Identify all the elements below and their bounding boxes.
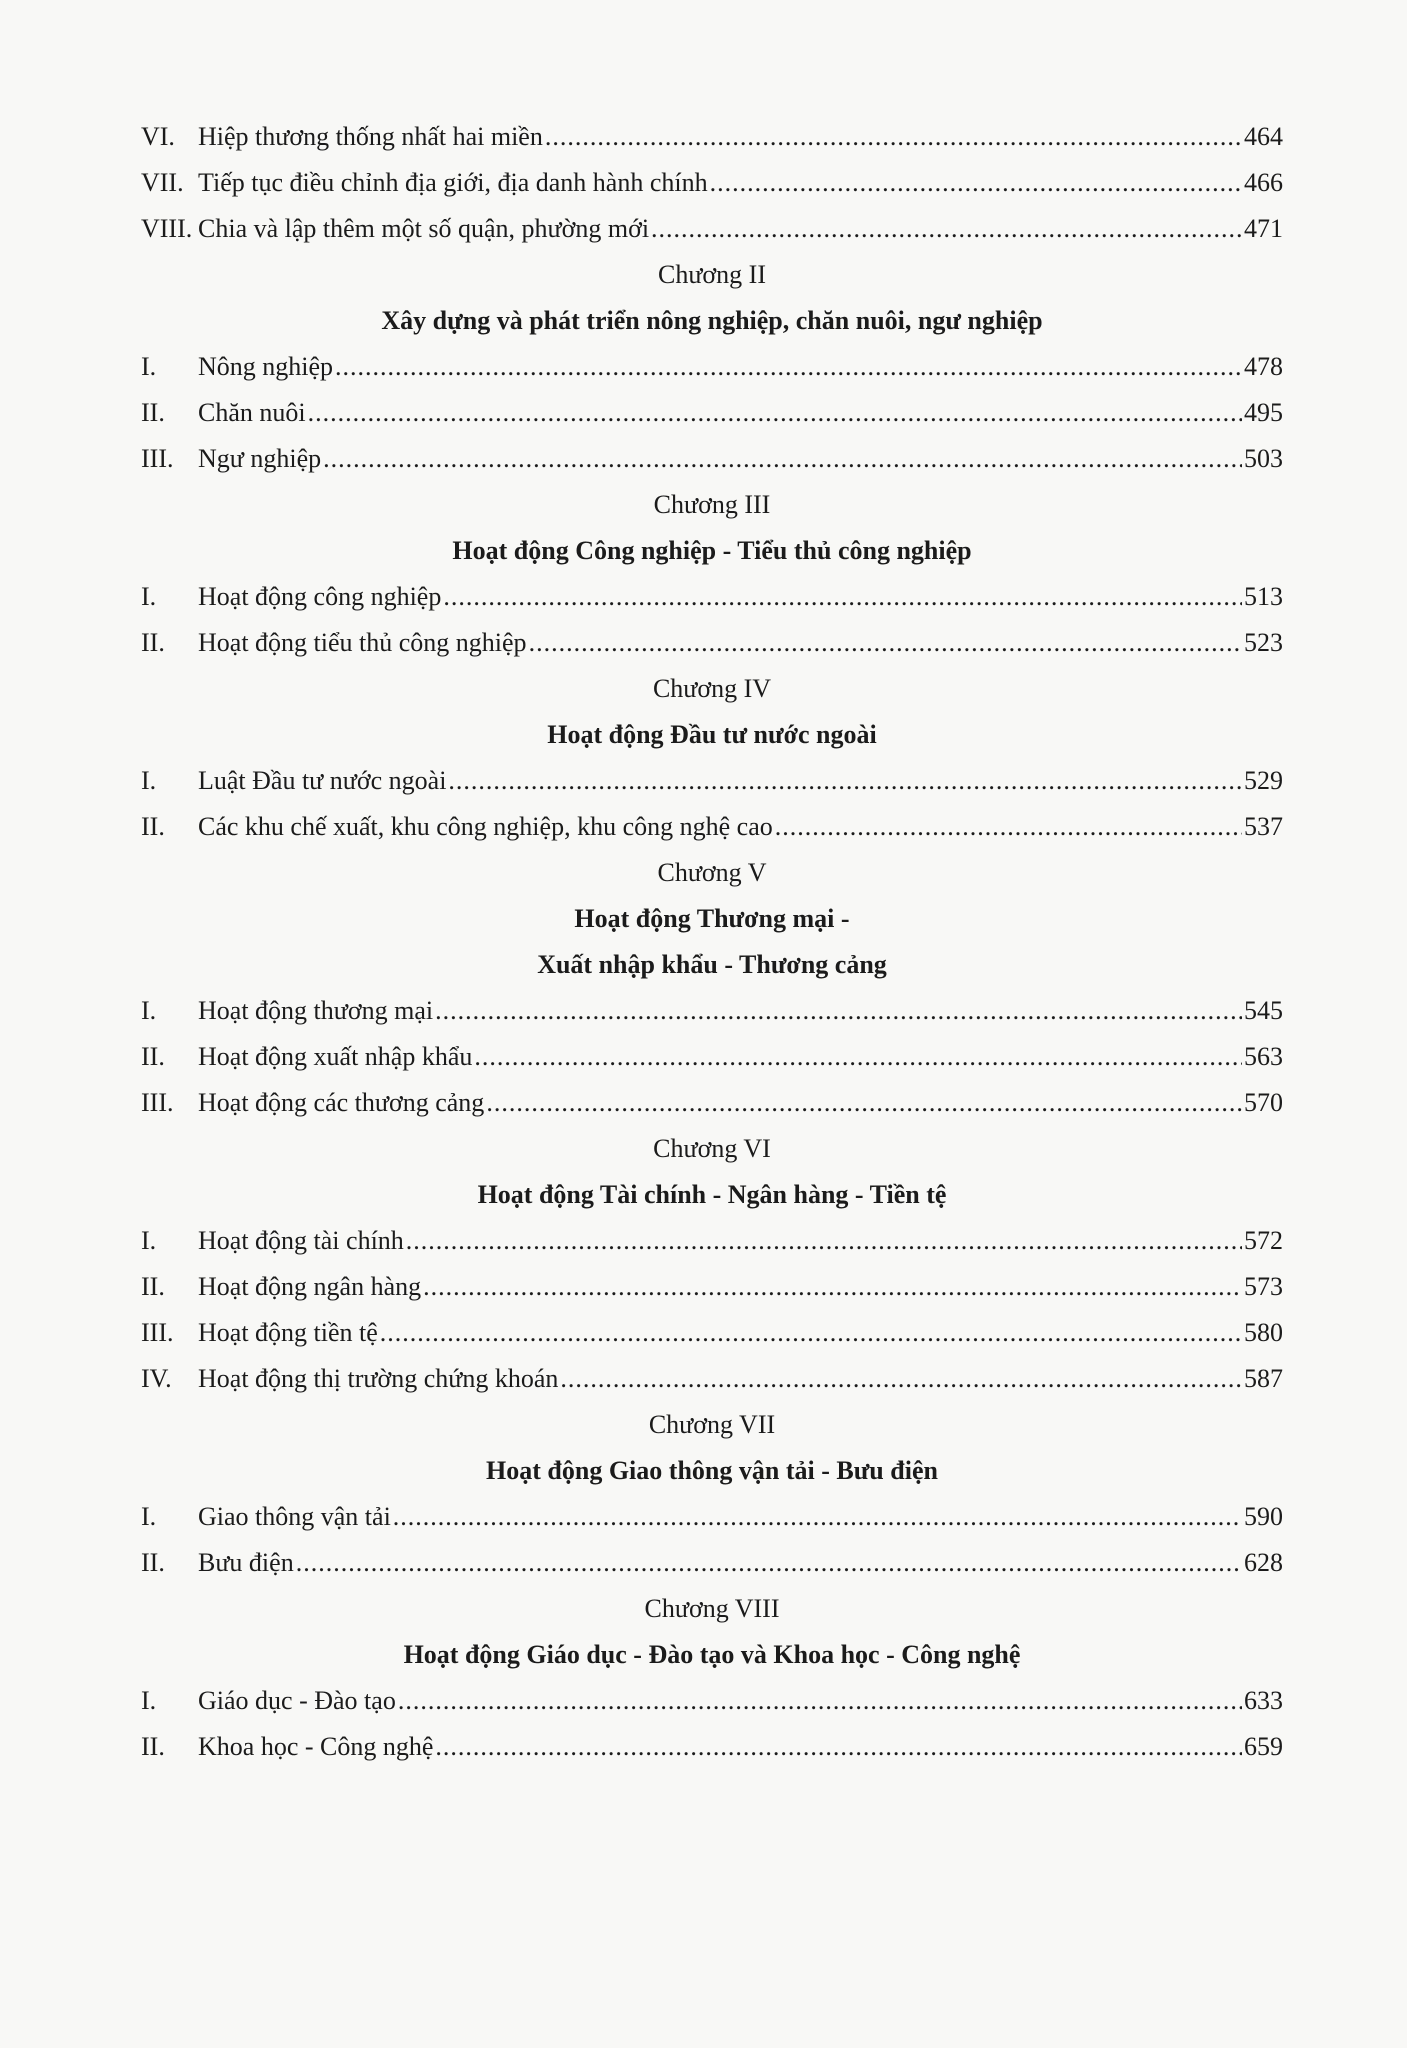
toc-entry[interactable] [141, 758, 1283, 804]
section-number: I. [141, 1226, 157, 1255]
toc-entry[interactable] [141, 804, 1283, 850]
section-number: I. [141, 582, 157, 611]
page-number: 563 [1244, 1042, 1283, 1071]
section-number: II. [141, 1042, 165, 1071]
dot-leader [545, 114, 1242, 160]
section-number: I. [141, 1502, 157, 1531]
section-title: Giao thông vận tải [198, 1502, 391, 1531]
dot-leader [423, 1264, 1242, 1310]
dot-leader [335, 344, 1242, 390]
toc-entry[interactable] [141, 1724, 1283, 1770]
toc-entry[interactable] [141, 1356, 1283, 1402]
toc-entry[interactable] [141, 1540, 1283, 1586]
toc-entry[interactable] [141, 206, 1283, 252]
section-number: VI. [141, 122, 175, 151]
toc-entry[interactable] [141, 344, 1283, 390]
section-title: Hoạt động công nghiệp [198, 582, 442, 611]
dot-leader [393, 1494, 1242, 1540]
chapter-label: Chương V [657, 858, 767, 887]
page-number: 572 [1244, 1226, 1283, 1255]
chapter-heading: Hoạt động Đầu tư nước ngoài [547, 720, 877, 749]
page-number: 573 [1244, 1272, 1283, 1301]
toc-entry[interactable] [141, 436, 1283, 482]
page-number: 659 [1244, 1732, 1283, 1761]
toc-entry[interactable] [141, 988, 1283, 1034]
section-number: III. [141, 1318, 174, 1347]
page-number: 478 [1244, 352, 1283, 381]
chapter-label: Chương II [658, 260, 766, 289]
dot-leader [398, 1678, 1242, 1724]
section-title: Bưu điện [198, 1548, 294, 1577]
page-number: 466 [1244, 168, 1283, 197]
section-number: II. [141, 1272, 165, 1301]
toc-entry[interactable] [141, 1218, 1283, 1264]
toc-entry[interactable] [141, 114, 1283, 160]
page-number: 633 [1244, 1686, 1283, 1715]
table-of-contents [141, 114, 1283, 1770]
section-title: Khoa học - Công nghệ [198, 1732, 434, 1761]
section-number: I. [141, 996, 157, 1025]
dot-leader [710, 160, 1242, 206]
chapter-heading: Hoạt động Thương mại - [574, 904, 850, 933]
section-number: IV. [141, 1364, 172, 1393]
toc-entry[interactable] [141, 1034, 1283, 1080]
toc-entry[interactable] [141, 1264, 1283, 1310]
section-title: Hoạt động tiền tệ [198, 1318, 378, 1347]
section-number: II. [141, 628, 165, 657]
chapter-heading: Hoạt động Giáo dục - Đào tạo và Khoa học - Công nghệ [403, 1640, 1021, 1669]
toc-entry[interactable] [141, 1494, 1283, 1540]
dot-leader [308, 390, 1242, 436]
dot-leader [296, 1540, 1242, 1586]
dot-leader [560, 1356, 1242, 1402]
page-number: 471 [1244, 214, 1283, 243]
chapter-label: Chương VII [648, 1410, 776, 1439]
page-number: 495 [1244, 398, 1283, 427]
toc-entry[interactable] [141, 1080, 1283, 1126]
dot-leader [448, 758, 1242, 804]
section-title: Hoạt động thị trường chứng khoán [198, 1364, 559, 1393]
dot-leader [529, 620, 1242, 666]
section-number: III. [141, 1088, 174, 1117]
dot-leader [651, 206, 1242, 252]
toc-entry[interactable] [141, 574, 1283, 620]
page-number: 503 [1244, 444, 1283, 473]
section-title: Hoạt động các thương cảng [198, 1088, 485, 1117]
page-number: 537 [1244, 812, 1283, 841]
dot-leader [474, 1034, 1242, 1080]
toc-entry[interactable] [141, 1678, 1283, 1724]
page-number: 529 [1244, 766, 1283, 795]
chapter-heading: Hoạt động Công nghiệp - Tiểu thủ công nghiệp [452, 536, 972, 565]
page-number: 513 [1244, 582, 1283, 611]
dot-leader [406, 1218, 1242, 1264]
page-number: 570 [1244, 1088, 1283, 1117]
page-number: 590 [1244, 1502, 1283, 1531]
chapter-label: Chương III [653, 490, 771, 519]
section-number: VIII. [141, 214, 193, 243]
section-title: Hoạt động tài chính [198, 1226, 404, 1255]
section-title: Các khu chế xuất, khu công nghiệp, khu công nghệ cao [198, 812, 773, 841]
chapter-heading: Xuất nhập khẩu - Thương cảng [537, 950, 887, 979]
section-number: I. [141, 352, 157, 381]
section-title: Luật Đầu tư nước ngoài [198, 766, 447, 795]
dot-leader [380, 1310, 1242, 1356]
page-number: 464 [1244, 122, 1283, 151]
dot-leader [323, 436, 1242, 482]
section-number: I. [141, 1686, 157, 1715]
page-number: 523 [1244, 628, 1283, 657]
section-title: Hoạt động xuất nhập khẩu [198, 1042, 473, 1071]
section-title: Chia và lập thêm một số quận, phường mới [198, 214, 650, 243]
section-title: Hoạt động tiểu thủ công nghiệp [198, 628, 527, 657]
section-title: Ngư nghiệp [198, 444, 322, 473]
chapter-heading: Xây dựng và phát triển nông nghiệp, chăn nuôi, ngư nghiệp [381, 306, 1043, 335]
toc-entry[interactable] [141, 1310, 1283, 1356]
section-number: II. [141, 812, 165, 841]
section-number: II. [141, 398, 165, 427]
chapter-heading: Hoạt động Tài chính - Ngân hàng - Tiền tệ [477, 1180, 947, 1209]
chapter-label: Chương IV [652, 674, 772, 703]
section-number: III. [141, 444, 174, 473]
section-number: II. [141, 1548, 165, 1577]
dot-leader [486, 1080, 1242, 1126]
section-number: I. [141, 766, 157, 795]
section-title: Nông nghiệp [198, 352, 334, 381]
section-title: Hoạt động ngân hàng [198, 1272, 422, 1301]
dot-leader [775, 804, 1242, 850]
dot-leader [443, 574, 1242, 620]
section-number: II. [141, 1732, 165, 1761]
toc-entry[interactable] [141, 390, 1283, 436]
toc-entry[interactable] [141, 620, 1283, 666]
dot-leader [435, 988, 1242, 1034]
section-title: Tiếp tục điều chỉnh địa giới, địa danh hành chính [198, 168, 708, 197]
section-title: Giáo dục - Đào tạo [198, 1686, 396, 1715]
chapter-heading: Hoạt động Giao thông vận tải - Bưu điện [486, 1456, 938, 1485]
section-title: Hiệp thương thống nhất hai miền [198, 122, 543, 151]
toc-entry[interactable] [141, 160, 1283, 206]
chapter-label: Chương VIII [644, 1594, 780, 1623]
section-title: Hoạt động thương mại [198, 996, 434, 1025]
section-title: Chăn nuôi [198, 398, 306, 427]
section-number: VII. [141, 168, 184, 197]
page-number: 587 [1244, 1364, 1283, 1393]
page-number: 545 [1244, 996, 1283, 1025]
chapter-label: Chương VI [653, 1134, 771, 1163]
dot-leader [435, 1724, 1242, 1770]
page-number: 628 [1244, 1548, 1283, 1577]
page-number: 580 [1244, 1318, 1283, 1347]
